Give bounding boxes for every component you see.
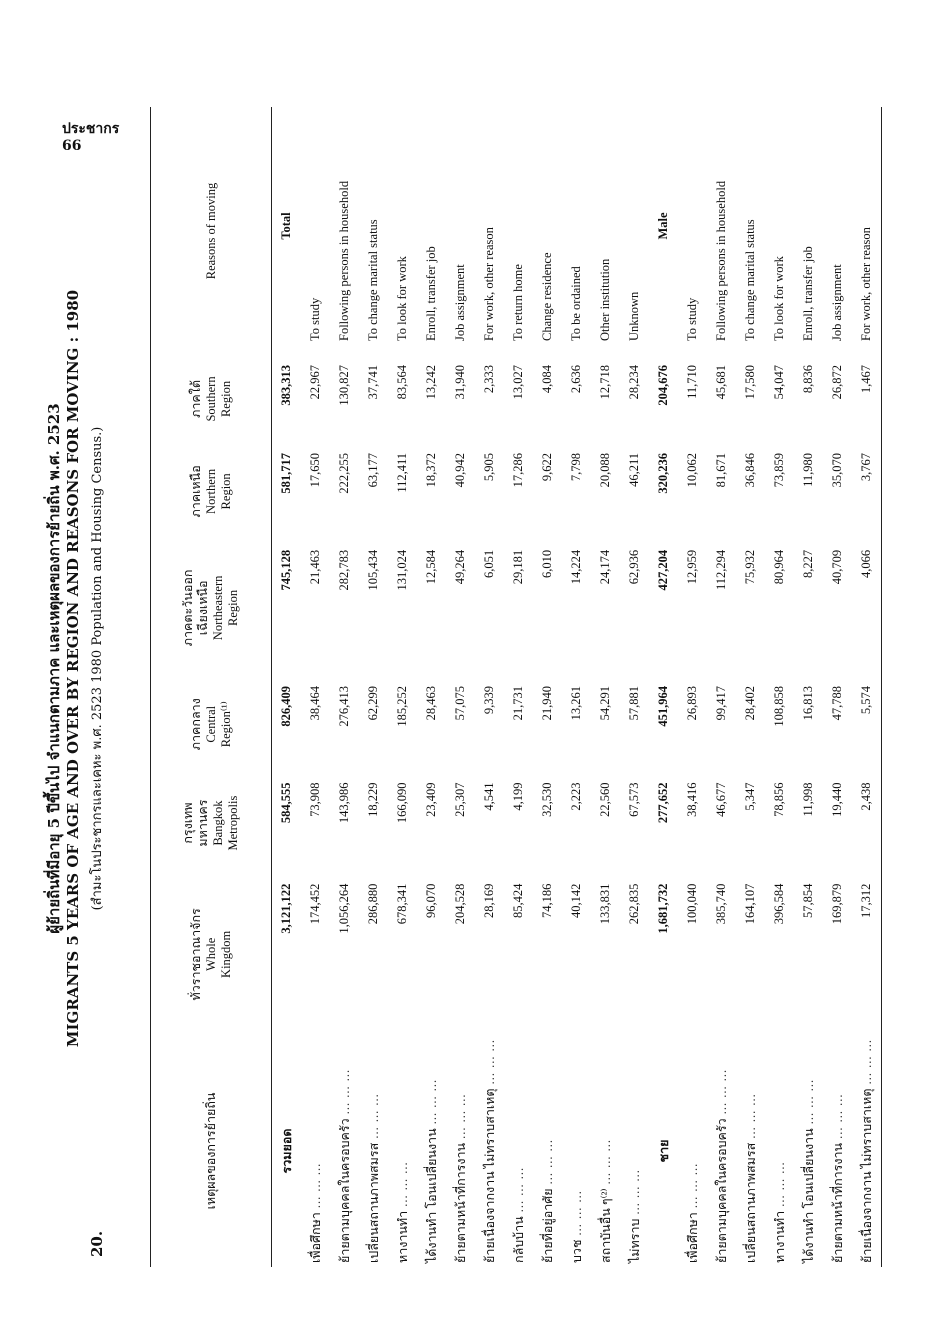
value-cell: 169,879: [830, 883, 844, 925]
leader-dots: ... ... ...: [627, 1169, 642, 1219]
value-cell: 204,528: [453, 883, 467, 925]
leader-dots: ... ... ...: [395, 1161, 410, 1211]
value-cell: 5,905: [482, 452, 496, 482]
value-cell: 47,788: [830, 685, 844, 721]
table-row: [388, 107, 417, 1267]
value-cell: 57,854: [801, 883, 815, 919]
reason-th-cell: [359, 1035, 388, 1267]
reason-th: เปลี่ยนสถานภาพสมรส: [366, 1142, 381, 1263]
section-total-row: [272, 107, 302, 1267]
value-cell: 18,229: [366, 782, 380, 817]
value-cell: 4,541: [482, 782, 496, 811]
value-cell: 12,959: [685, 549, 699, 585]
header-line: ทั่วราชอาณาจักร: [188, 908, 203, 1001]
reason-th: เพื่อศึกษา: [685, 1212, 700, 1263]
table-row: [707, 107, 736, 1267]
header-line: Region⁽¹⁾: [218, 701, 233, 748]
reason-th-cell: [533, 1035, 562, 1267]
leader-dots: ... ... ...: [308, 1162, 323, 1213]
value-cell: 282,783: [337, 549, 351, 591]
value-cell: 28,234: [627, 365, 641, 400]
col-south: [151, 355, 272, 443]
col-central: [151, 676, 272, 773]
table-row: [736, 107, 765, 1267]
value-cell: 12,718: [598, 365, 612, 400]
table-row: [446, 107, 475, 1267]
value-cell: 14,224: [569, 549, 583, 585]
reason-th: ไม่ทราบ: [627, 1218, 642, 1263]
reason-th: ย้ายตามบุคคลในครอบครัว: [337, 1118, 352, 1263]
reason-th: หางานทำ: [772, 1210, 787, 1263]
value-cell: 276,413: [337, 685, 351, 727]
leader-dots: ... ... ...: [801, 1078, 816, 1129]
value-cell: 22,967: [308, 365, 322, 400]
value-cell: 9,339: [482, 685, 496, 715]
value-cell: 164,107: [743, 883, 757, 925]
value-cell: 57,881: [627, 685, 641, 721]
value-cell: 4,066: [852, 540, 882, 676]
migrants-table: [150, 107, 882, 1267]
reason-th: สถาบันอื่น ๆ⁽²⁾: [598, 1188, 613, 1263]
value-cell: 38,416: [685, 782, 699, 817]
table-row: [852, 107, 882, 1267]
value-cell: 28,169: [482, 883, 496, 919]
value-cell: 13,261: [569, 685, 583, 721]
total-cell: 826,409: [279, 685, 293, 727]
title-english: MIGRANTS 5 YEARS OF AGE AND OVER BY REGION AND REASONS FOR MOVING : 1980: [64, 289, 82, 1048]
table-row: [591, 107, 620, 1267]
value-cell: 108,858: [772, 685, 786, 727]
value-cell: 32,530: [540, 782, 554, 817]
reason-th: ย้ายเนื่องจากงาน ไม่ทราบสาเหตุ: [859, 1088, 874, 1263]
value-cell: 8,836: [801, 365, 815, 394]
value-cell: 37,741: [366, 365, 380, 400]
table-row: [301, 107, 330, 1267]
section-total-row: [649, 107, 678, 1267]
header-line: Metropolis: [226, 795, 240, 851]
value-cell: 11,980: [801, 452, 815, 487]
value-cell: 62,299: [366, 685, 380, 721]
total-cell: 584,555: [279, 782, 293, 824]
value-cell: 46,211: [627, 452, 641, 487]
table-row: [359, 107, 388, 1267]
reason-th: เปลี่ยนสถานภาพสมรส: [743, 1142, 758, 1263]
page-number: 66: [62, 138, 82, 154]
reason-th-cell: [417, 1035, 446, 1267]
reason-en: Enroll, transfer job: [424, 246, 438, 341]
header-line: Region: [218, 473, 233, 510]
value-cell: 222,255: [337, 452, 351, 494]
reason-th-cell: [736, 1035, 765, 1267]
value-cell: 105,434: [366, 549, 380, 591]
value-cell: 7,798: [569, 452, 583, 482]
reason-th: บวช: [569, 1239, 584, 1263]
reason-en: To study: [308, 297, 322, 341]
value-cell: 12,584: [424, 549, 438, 585]
table-row: [504, 107, 533, 1267]
title-thai: ผู้ย้ายถิ่นที่มีอายุ 5 ปีขึ้นไป จำแนกตามภาค และเหตุผลของการย้ายถิ่น พ.ศ. 2523: [45, 403, 63, 934]
leader-dots: ... ... ...: [772, 1161, 787, 1211]
reason-th: ได้งานทำ โอนเปลี่ยนงาน: [801, 1128, 816, 1263]
value-cell: 73,908: [308, 782, 322, 817]
reason-en: Following persons in household: [337, 180, 351, 341]
table-row: [562, 107, 591, 1267]
value-cell: 17,312: [852, 874, 882, 1035]
value-cell: 40,142: [569, 883, 583, 919]
value-cell: 21,731: [511, 685, 525, 721]
value-cell: 6,051: [482, 549, 496, 578]
header-line: Region: [226, 589, 240, 626]
reason-th: ย้ายที่อยู่อาศัย: [540, 1188, 555, 1263]
reason-en: To change marital status: [743, 219, 757, 341]
value-cell: 3,767: [852, 443, 882, 540]
reason-th: ได้งานทำ โอนเปลี่ยนงาน: [424, 1128, 439, 1263]
header-line: ภาคกลาง: [188, 698, 203, 751]
value-cell: 17,286: [511, 452, 525, 488]
header-line: ภาคใต้: [188, 380, 203, 418]
table-row: [330, 107, 359, 1267]
value-cell: 100,040: [685, 883, 699, 925]
col-northeast: [151, 540, 272, 676]
value-cell: 1,056,264: [337, 883, 351, 934]
value-cell: 85,424: [511, 883, 525, 919]
value-cell: 131,024: [395, 549, 409, 591]
value-cell: 29,181: [511, 549, 525, 585]
reason-en: Unknown: [627, 291, 641, 341]
value-cell: 28,402: [743, 685, 757, 721]
value-cell: 5,347: [743, 782, 757, 811]
table-row: [678, 107, 707, 1267]
table-row: [417, 107, 446, 1267]
value-cell: 40,709: [830, 549, 844, 585]
reason-th-cell: [620, 1035, 649, 1267]
source-note: (สำมะโนประชากรและเคหะ พ.ศ. 2523 1980 Population and Housing Census.): [90, 426, 105, 911]
leader-dots: ... ... ...: [830, 1093, 845, 1143]
leader-dots: ... ... ...: [859, 1038, 874, 1089]
reason-th-cell: [678, 1035, 707, 1267]
reason-th-cell: [504, 1035, 533, 1267]
reason-th-cell: [852, 1035, 882, 1267]
leader-dots: ... ... ...: [685, 1162, 700, 1213]
value-cell: 31,940: [453, 365, 467, 400]
value-cell: 24,174: [598, 549, 612, 585]
value-cell: 5,574: [852, 676, 882, 773]
reason-th: เพื่อศึกษา: [308, 1212, 323, 1263]
value-cell: 11,710: [685, 365, 699, 399]
total-cell: 204,676: [656, 365, 670, 406]
value-cell: 17,650: [308, 452, 322, 488]
leader-dots: ... ... ...: [598, 1139, 613, 1189]
value-cell: 396,584: [772, 883, 786, 925]
value-cell: 4,084: [540, 365, 554, 394]
table-row: [475, 107, 504, 1267]
reason-en: To be ordained: [569, 266, 583, 341]
value-cell: 2,333: [482, 365, 496, 394]
value-cell: 6,010: [540, 549, 554, 578]
value-cell: 38,464: [308, 685, 322, 721]
value-cell: 23,409: [424, 782, 438, 817]
value-cell: 112,294: [714, 549, 728, 590]
total-cell: 320,236: [656, 452, 670, 494]
value-cell: 73,859: [772, 452, 786, 488]
value-cell: 20,088: [598, 452, 612, 488]
reason-th-cell: [388, 1035, 417, 1267]
value-cell: 174,452: [308, 883, 322, 925]
section-label-th: ชาย: [656, 1139, 671, 1163]
value-cell: 9,622: [540, 452, 554, 482]
total-cell: 3,121,122: [279, 883, 293, 934]
reason-en: Enroll, transfer job: [801, 246, 815, 341]
header-line: Kingdom: [218, 930, 233, 978]
reason-th-cell: [823, 1035, 852, 1267]
table-row: [765, 107, 794, 1267]
value-cell: 385,740: [714, 883, 728, 925]
reason-en: To look for work: [772, 256, 786, 341]
value-cell: 26,872: [830, 365, 844, 400]
value-cell: 45,681: [714, 365, 728, 400]
value-cell: 99,417: [714, 685, 728, 721]
section-label-th: รวมยอด: [279, 1128, 294, 1174]
reason-th-cell: [330, 1035, 359, 1267]
total-cell: 745,128: [279, 549, 293, 591]
reason-th: ย้ายตามหน้าที่การงาน: [830, 1142, 845, 1263]
value-cell: 78,856: [772, 782, 786, 817]
value-cell: 166,090: [395, 782, 409, 824]
value-cell: 49,264: [453, 549, 467, 585]
total-cell: 427,204: [656, 549, 670, 591]
value-cell: 143,986: [337, 782, 351, 824]
reason-en: To study: [685, 297, 699, 341]
leader-dots: ... ... ...: [424, 1078, 439, 1129]
value-cell: 19,440: [830, 782, 844, 817]
reason-th: ย้ายตามบุคคลในครอบครัว: [714, 1118, 729, 1263]
value-cell: 286,880: [366, 883, 380, 925]
value-cell: 67,573: [627, 782, 641, 817]
reason-en: For work, other reason: [482, 227, 496, 341]
value-cell: 262,835: [627, 883, 641, 925]
value-cell: 2,636: [569, 365, 583, 394]
value-cell: 57,075: [453, 685, 467, 721]
value-cell: 21,940: [540, 685, 554, 721]
value-cell: 26,893: [685, 685, 699, 721]
reason-th-cell: [591, 1035, 620, 1267]
total-cell: 581,717: [279, 452, 293, 494]
leader-dots: ... ... ...: [482, 1038, 497, 1089]
leader-dots: ... ... ...: [569, 1190, 584, 1240]
value-cell: 112,411: [395, 452, 409, 493]
reason-th-cell: [562, 1035, 591, 1267]
value-cell: 17,580: [743, 365, 757, 400]
value-cell: 10,062: [685, 452, 699, 488]
reason-th-cell: [707, 1035, 736, 1267]
total-cell: 451,964: [656, 685, 670, 727]
col-bangkok: [151, 773, 272, 874]
reason-en: Change residence: [540, 252, 554, 341]
value-cell: 18,372: [424, 452, 438, 488]
reason-th-cell: [794, 1035, 823, 1267]
value-cell: 25,307: [453, 782, 467, 817]
header-line: Southern: [203, 376, 218, 422]
value-cell: 13,027: [511, 365, 525, 400]
value-cell: 133,831: [598, 883, 612, 925]
leader-dots: ... ... ...: [540, 1138, 555, 1189]
header-line: เฉียงเหนือ: [196, 580, 210, 636]
col-north: [151, 443, 272, 540]
col-reason-th: เหตุผลของการย้ายถิ่น: [151, 1035, 272, 1267]
header-line: Bangkok: [211, 800, 225, 846]
table-number: 20.: [88, 1230, 106, 1257]
reason-th: ย้ายตามหน้าที่การงาน: [453, 1142, 468, 1263]
reason-th-cell: [446, 1035, 475, 1267]
leader-dots: ... ... ...: [366, 1093, 381, 1143]
reason-th-cell: [301, 1035, 330, 1267]
value-cell: 185,252: [395, 685, 409, 727]
header-line: Central: [203, 705, 218, 743]
table-row: [620, 107, 649, 1267]
reason-th: หางานทำ: [395, 1210, 410, 1263]
col-reason-en: Reasons of moving: [151, 107, 272, 355]
value-cell: 678,341: [395, 883, 409, 925]
value-cell: 54,047: [772, 365, 786, 400]
col-kingdom: [151, 874, 272, 1035]
value-cell: 54,291: [598, 685, 612, 721]
leader-dots: ... ... ...: [743, 1093, 758, 1143]
reason-th: ย้ายเนื่องจากงาน ไม่ทราบสาเหตุ: [482, 1088, 497, 1263]
reason-th: กลับบ้าน: [511, 1216, 526, 1263]
value-cell: 13,242: [424, 365, 438, 400]
reason-en: Job assignment: [830, 264, 844, 341]
value-cell: 46,677: [714, 782, 728, 817]
value-cell: 36,846: [743, 452, 757, 488]
header-line: Region: [218, 380, 233, 418]
value-cell: 8,227: [801, 549, 815, 578]
value-cell: 83,564: [395, 365, 409, 400]
value-cell: 2,438: [852, 773, 882, 874]
value-cell: 35,070: [830, 452, 844, 488]
reason-en: For work, other reason: [852, 107, 882, 355]
value-cell: 81,671: [714, 452, 728, 488]
section-label-en: Male: [656, 212, 670, 240]
value-cell: 4,199: [511, 782, 525, 811]
value-cell: 80,964: [772, 549, 786, 585]
value-cell: 40,942: [453, 452, 467, 488]
reason-en: Other institution: [598, 258, 612, 341]
leader-dots: ... ... ...: [714, 1068, 729, 1119]
value-cell: 130,827: [337, 365, 351, 406]
value-cell: 63,177: [366, 452, 380, 488]
reason-en: To return home: [511, 264, 525, 341]
table-row: [823, 107, 852, 1267]
reason-en: To change marital status: [366, 219, 380, 341]
total-cell: 1,681,732: [656, 883, 670, 934]
section-label-en: Total: [279, 212, 293, 240]
value-cell: 62,936: [627, 549, 641, 585]
leader-dots: ... ... ...: [511, 1166, 526, 1217]
header-line: กรุงเทพ: [181, 802, 195, 844]
header-line: Whole: [203, 937, 218, 971]
reason-en: Job assignment: [453, 264, 467, 341]
header-line: ภาคเหนือ: [188, 465, 203, 518]
total-cell: 277,652: [656, 782, 670, 824]
value-cell: 16,813: [801, 685, 815, 721]
value-cell: 74,186: [540, 883, 554, 919]
header-line: มหานคร: [196, 799, 210, 847]
value-cell: 2,223: [569, 782, 583, 811]
value-cell: 28,463: [424, 685, 438, 721]
header-line: ภาคตะวันออก: [181, 569, 195, 647]
page-section: ประชากร: [62, 121, 120, 137]
header-line: Northern: [203, 468, 218, 514]
leader-dots: ... ... ...: [337, 1068, 352, 1119]
value-cell: 22,560: [598, 782, 612, 817]
reason-en: Following persons in household: [714, 180, 728, 341]
reason-th-cell: [765, 1035, 794, 1267]
reason-th-cell: [475, 1035, 504, 1267]
table-row: [533, 107, 562, 1267]
value-cell: 21,463: [308, 549, 322, 585]
value-cell: 96,070: [424, 883, 438, 919]
total-cell: 383,313: [279, 365, 293, 406]
value-cell: 75,932: [743, 549, 757, 585]
value-cell: 1,467: [852, 355, 882, 443]
header-line: Northeastern: [211, 575, 225, 641]
value-cell: 11,998: [801, 782, 815, 817]
table-row: [794, 107, 823, 1267]
reason-en: To look for work: [395, 256, 409, 341]
leader-dots: ... ... ...: [453, 1093, 468, 1143]
